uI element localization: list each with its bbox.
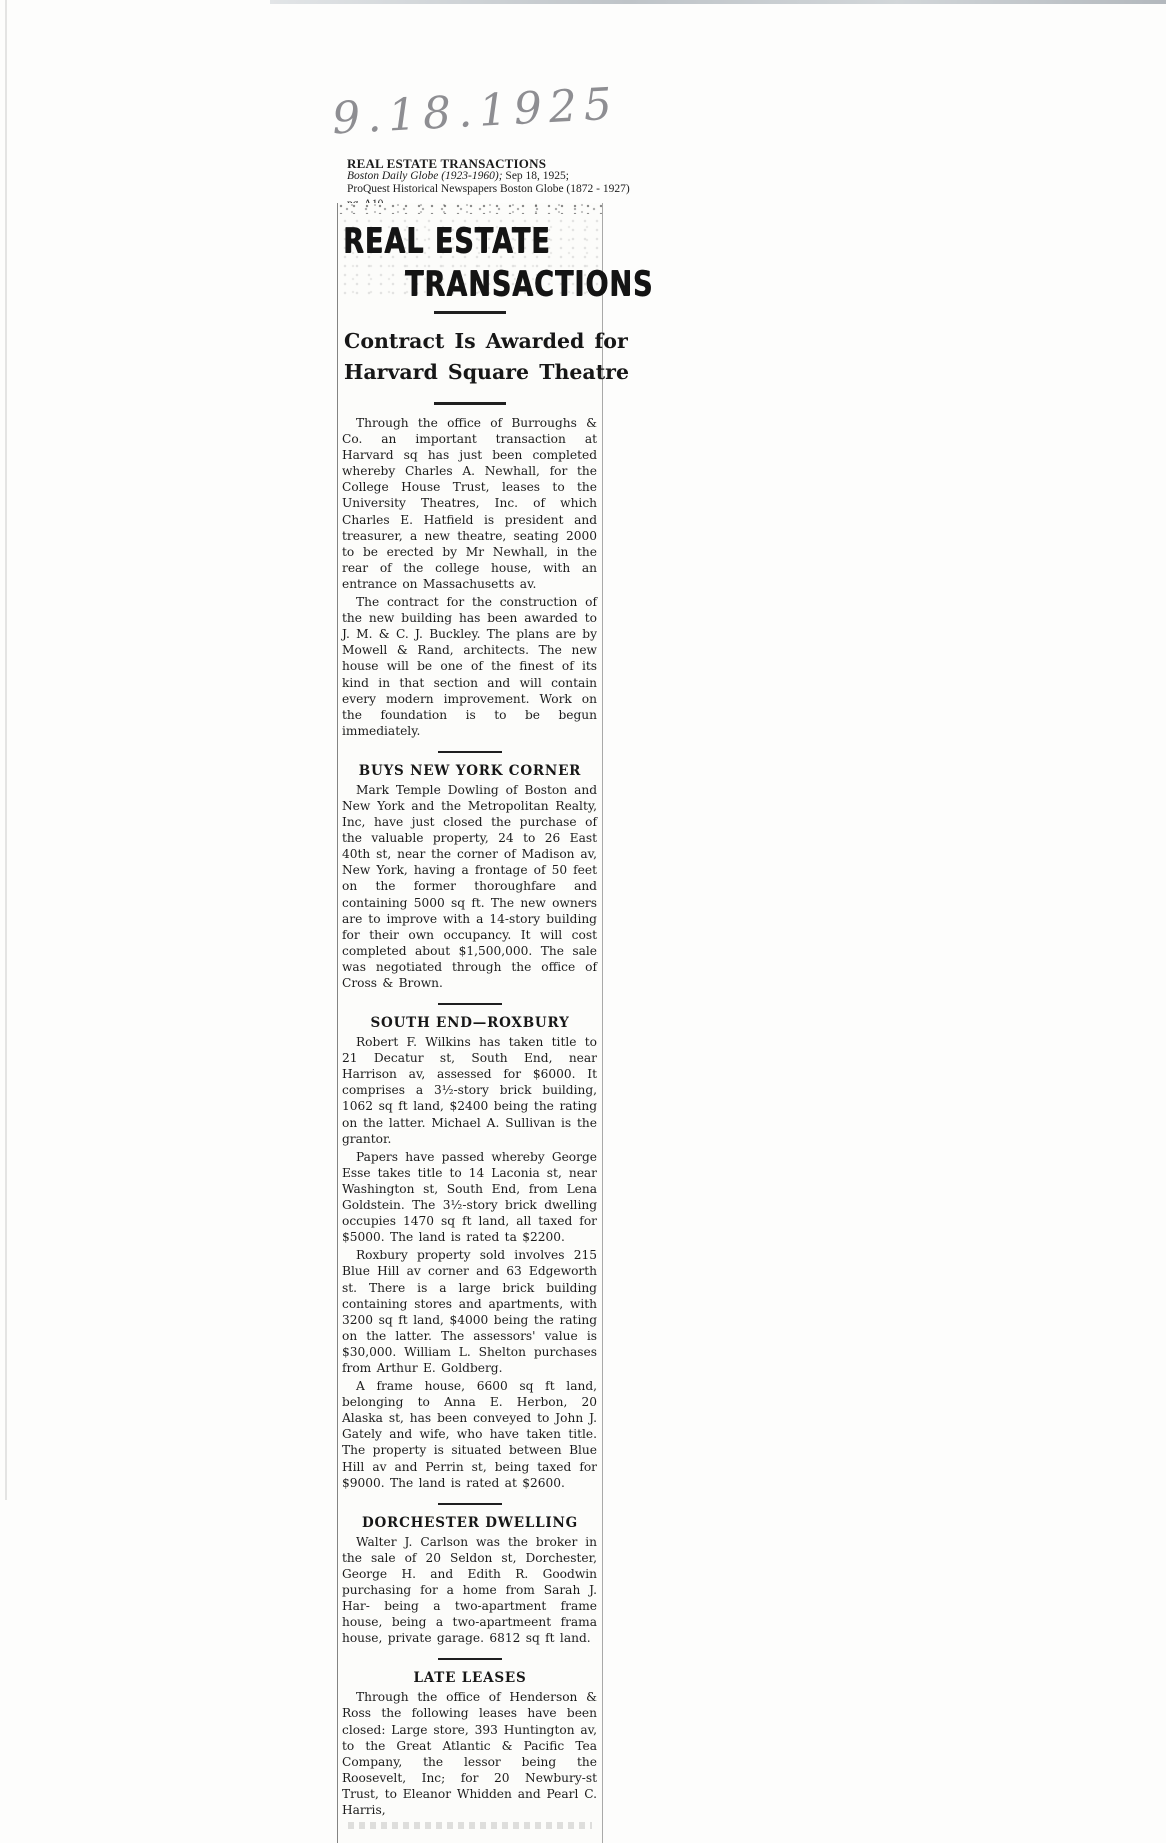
scan-edge-artifact-left (5, 0, 7, 1500)
citation-source-name: Boston Daily Globe (1923-1960); (347, 170, 503, 182)
subheadline (338, 324, 630, 390)
article-paragraph: Roxbury property sold involves 215 Blue Hill av corner and 63 Edgeworth st. There is a large brick building containing stores and apartments, with 3200 sq ft land, $4000 being the rating on the latter. The assessors' value is $30,000. William L. Shelton purchases from Arthur E. Goldberg. (342, 1248, 597, 1375)
citation-source-date: Sep 18, 1925; (502, 170, 569, 182)
section-heading-late-leases: LATE LEASES (413, 1670, 527, 1687)
masthead-line-1: REAL ESTATE (343, 221, 551, 262)
newspaper-clipping (337, 203, 654, 1843)
article-paragraph: Mark Temple Dowling of Boston and New York and the Metropolitan Realty, Inc, have just closed the purchase of the valuable property, 24 to 26 East 40th st, near the corner of Madison av, New York, having a frontage of 50 feet on the former thoroughfare and containing 5000 sq ft. The new owners are to improve with a 14-story building for their own occupancy. It will cost completed about $1,500,000. The sale was negotiated through the office of Cross & Brown. (342, 782, 597, 990)
article-paragraph: Through the office of Burroughs & Co. an important transaction at Harvard sq has just been completed whereby Charles A. Newhall, for the College House Trust, leases to the University Theatres, Inc. of which Charles E. Hatfield is president and treasurer, a new theatre, seating 2000 to be erected by Mr Newhall, in the rear of the college house, with an entrance on Massachusetts av. (342, 416, 597, 591)
citation-source (347, 170, 647, 183)
divider-rule (438, 1003, 502, 1005)
citation-title: REAL ESTATE TRANSACTIONS (347, 156, 547, 171)
section-heading-buys-new-york-corner: BUYS NEW YORK CORNER (358, 762, 582, 779)
divider-rule (438, 1658, 502, 1660)
torn-edge (338, 203, 602, 214)
article-paragraph: Robert F. Wilkins has taken title to 21 Decatur st, South End, near Harrison av, assessed for $6000. It comprises a 3½-story brick building, 1062 sq ft land, $2400 being the rating on the latter. Michael A. Sullivan is the grantor. (342, 1035, 597, 1146)
article-paragraph: Papers have passed whereby George Esse takes title to 14 Laconia st, near Washington st, South End, from Lena Goldstein. The 3½-story brick dwelling occupies 1470 sq ft land, all taxed for $5000. The land is rated ta $2200. (342, 1149, 597, 1245)
article-paragraph: A frame house, 6600 sq ft land, belonging to Anna E. Herbon, 20 Alaska st, has been conveyed to John J. Gately and wife, who have taken title. The property is situated between Blue Hill av and Perrin st, being taxed for $9000. The land is rated at $2600. (342, 1379, 597, 1490)
article-paragraph: Walter J. Carlson was the broker in the sale of 20 Seldon st, Dorchester, George H. and Edith R. Goodwin purchasing for a home from Sarah J. Har- being a two-apartment frame house, being a two-apartmeent frama house, private garage. 6812 sq ft land. (342, 1534, 597, 1646)
article-masthead (338, 216, 654, 305)
divider-rule (434, 402, 506, 405)
article-paragraph: The contract for the construction of the new building has been awarded to J. M. & C. J. Buckley. The plans are by Mowell & Rand, architects. The new house will be one of the finest of its kind in that section and will contain every modern improvement. Work on the foundation is to be begun immediately. (342, 595, 597, 738)
scan-edge-artifact (270, 0, 1166, 4)
divider-rule (438, 1503, 502, 1505)
section-heading-south-end-roxbury: SOUTH END—ROXBURY (370, 1015, 570, 1032)
divider-rule (434, 311, 506, 314)
section-heading-dorchester-dwelling: DORCHESTER DWELLING (361, 1514, 578, 1531)
subheadline-line-2: Harvard Square Theatre (344, 360, 630, 384)
handwritten-date: 9.18.1925 (330, 78, 621, 145)
divider-rule (438, 751, 502, 753)
cut-off-text-line (348, 1822, 592, 1829)
article-paragraph: Through the office of Henderson & Ross the following leases have been closed: Large store, 393 Huntington av, to the Great Atlantic & Pacific Tea Company, the lessor being the Roosevelt, Inc; for 20 Newbury-st Trust, to Eleanor Whidden and Pearl C. Harris, (342, 1690, 597, 1818)
citation-archive: ProQuest Historical Newspapers Boston Globe (1872 - 1927) (347, 183, 630, 195)
masthead-line-2: TRANSACTIONS (405, 264, 654, 305)
subheadline-line-1: Contract Is Awarded for (344, 329, 628, 353)
